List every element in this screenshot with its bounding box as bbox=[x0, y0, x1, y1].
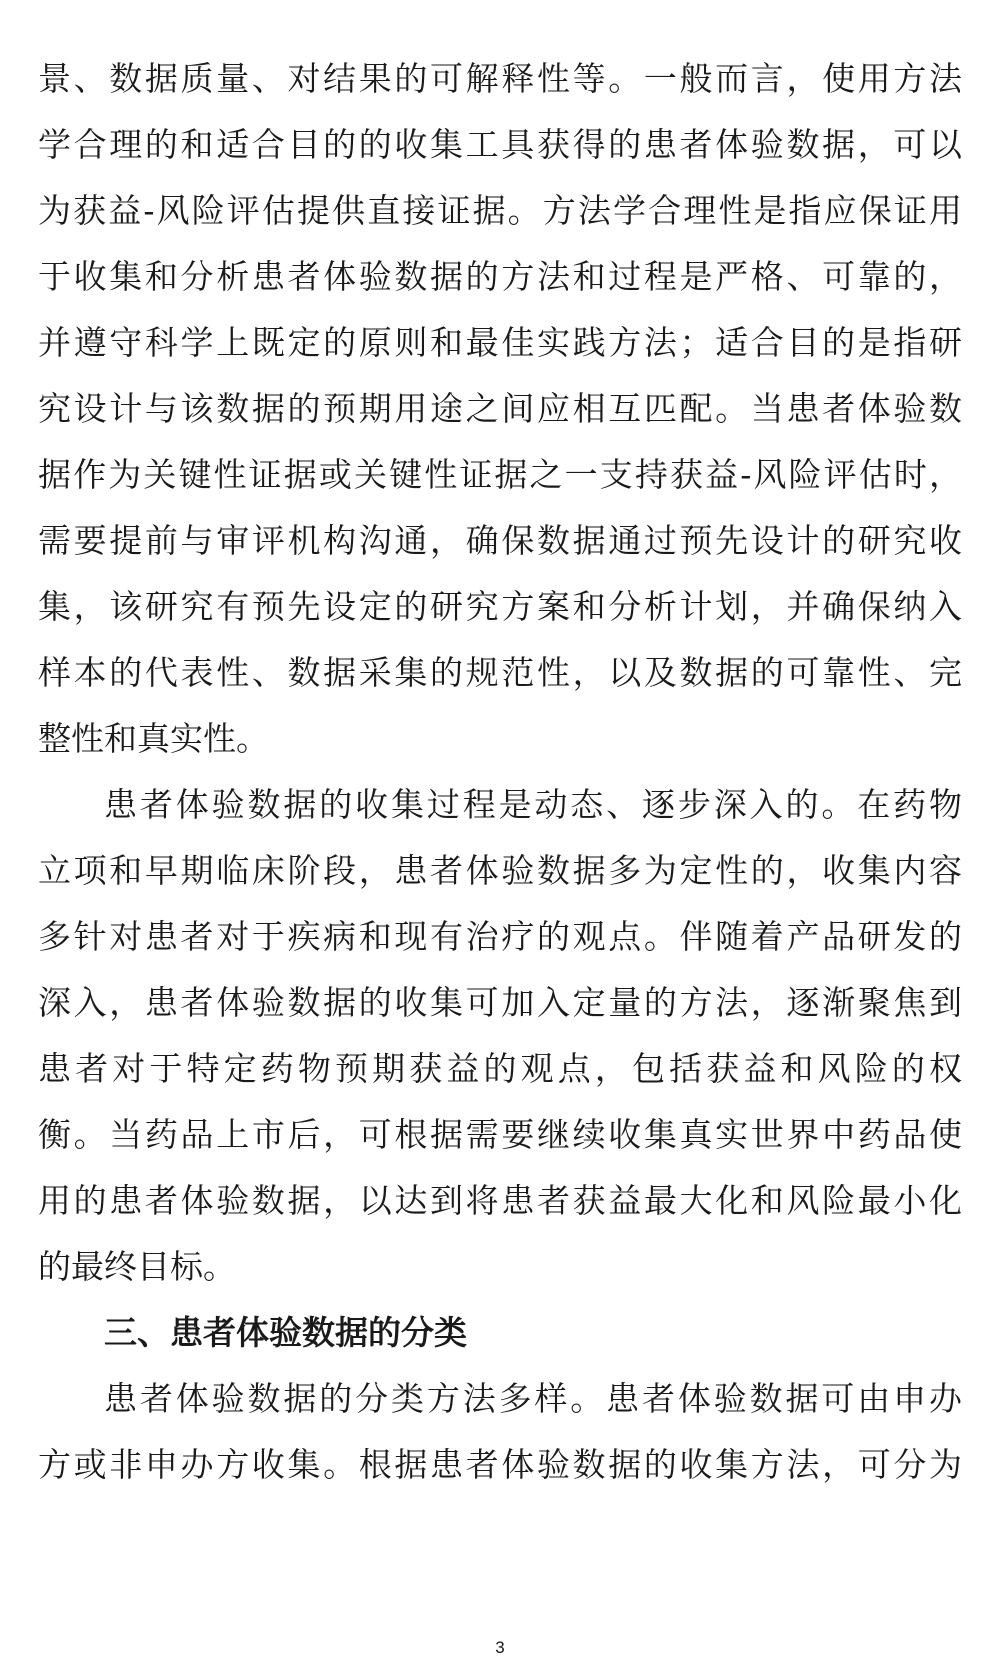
text-line: 的最终目标。 bbox=[38, 1247, 236, 1286]
text-line: 究设计与该数据的预期用途之间应相互匹配。当患者体验数 bbox=[38, 389, 962, 428]
text-line: 患者体验数据的分类方法多样。患者体验数据可由申办 bbox=[104, 1379, 962, 1418]
text-line: 据作为关键性证据或关键性证据之一支持获益-风险评估时， bbox=[38, 455, 962, 494]
text-line: 景、数据质量、对结果的可解释性等。一般而言，使用方法 bbox=[38, 59, 962, 98]
text-line: 衡。当药品上市后，可根据需要继续收集真实世界中药品使 bbox=[38, 1115, 962, 1154]
text-line: 并遵守科学上既定的原则和最佳实践方法；适合目的是指研 bbox=[38, 323, 962, 362]
text-line: 为获益-风险评估提供直接证据。方法学合理性是指应保证用 bbox=[38, 191, 962, 230]
text-line: 立项和早期临床阶段，患者体验数据多为定性的，收集内容 bbox=[38, 851, 962, 890]
section-heading: 三、患者体验数据的分类 bbox=[104, 1313, 467, 1352]
text-line: 方或非申办方收集。根据患者体验数据的收集方法，可分为 bbox=[38, 1445, 962, 1484]
text-line: 用的患者体验数据，以达到将患者获益最大化和风险最小化 bbox=[38, 1181, 962, 1220]
text-line: 学合理的和适合目的的收集工具获得的患者体验数据，可以 bbox=[38, 125, 962, 164]
text-line: 需要提前与审评机构沟通，确保数据通过预先设计的研究收 bbox=[38, 521, 962, 560]
text-line: 患者对于特定药物预期获益的观点，包括获益和风险的权 bbox=[38, 1049, 962, 1088]
page-number: 3 bbox=[495, 1638, 505, 1657]
text-line: 深入，患者体验数据的收集可加入定量的方法，逐渐聚焦到 bbox=[38, 983, 962, 1022]
text-line: 集，该研究有预先设定的研究方案和分析计划，并确保纳入 bbox=[38, 587, 962, 626]
text-line: 整性和真实性。 bbox=[38, 719, 269, 758]
text-line: 于收集和分析患者体验数据的方法和过程是严格、可靠的， bbox=[38, 257, 962, 296]
text-line: 样本的代表性、数据采集的规范性，以及数据的可靠性、完 bbox=[38, 653, 962, 692]
text-line: 患者体验数据的收集过程是动态、逐步深入的。在药物 bbox=[104, 785, 962, 824]
text-line: 多针对患者对于疾病和现有治疗的观点。伴随着产品研发的 bbox=[38, 917, 962, 956]
